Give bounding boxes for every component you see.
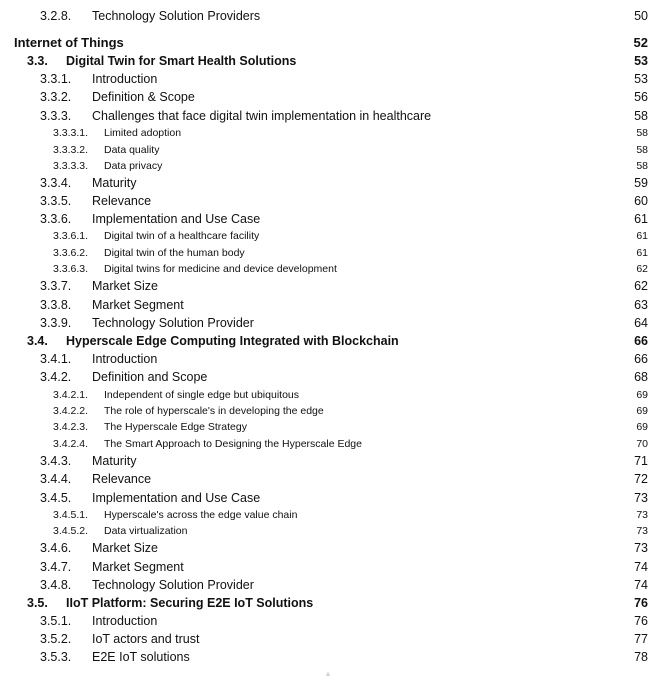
toc-page-number: 74 — [634, 578, 648, 592]
toc-title: Technology Solution Provider — [92, 578, 254, 592]
toc-row[interactable] — [0, 174, 662, 192]
toc-number: 3.3.5. — [40, 194, 72, 208]
toc-number: 3.4.7. — [40, 560, 72, 574]
toc-number: 3.3.6.2. — [53, 247, 89, 259]
toc-number: 3.5.2. — [40, 632, 72, 646]
toc-page-number: 73 — [636, 509, 648, 521]
toc-subsection-row[interactable] — [0, 418, 662, 436]
page-marker-icon: ▴ — [326, 669, 331, 678]
toc-page-number: 66 — [634, 352, 648, 366]
toc-title: Technology Solution Provider — [92, 316, 254, 330]
toc-page-number: 72 — [634, 472, 648, 486]
toc-number: 3.4.2.4. — [53, 438, 89, 450]
toc-title: Maturity — [92, 454, 137, 468]
toc-page-number: 64 — [634, 316, 648, 330]
toc-number: 3.4. — [27, 334, 48, 348]
toc-row[interactable] — [0, 489, 662, 507]
toc-subsection-row[interactable] — [0, 157, 662, 175]
toc-subsection-row[interactable] — [0, 227, 662, 245]
toc-part-row[interactable] — [0, 34, 662, 52]
toc-title: Hyperscale Edge Computing Integrated with Blockchain — [66, 334, 399, 348]
toc-title: Introduction — [92, 72, 158, 86]
toc-title: Digital twins for medicine and device development — [104, 263, 337, 275]
toc-number: 3.3.7. — [40, 279, 72, 293]
toc-title: Introduction — [92, 614, 158, 628]
toc-section-row[interactable] — [0, 332, 662, 350]
toc-page-number: 61 — [636, 230, 648, 242]
toc-page-number: 56 — [634, 90, 648, 104]
toc-page-number: 71 — [634, 454, 648, 468]
toc-page-number: 62 — [636, 263, 648, 275]
toc-number: 3.3.6.3. — [53, 263, 89, 275]
toc-subsection-row[interactable] — [0, 124, 662, 142]
toc-title: Implementation and Use Case — [92, 491, 261, 505]
toc-title: Market Segment — [92, 298, 184, 312]
toc-page-number: 50 — [634, 9, 648, 23]
toc-title: Market Size — [92, 279, 158, 293]
toc-row[interactable] — [0, 368, 662, 386]
toc-row[interactable] — [0, 576, 662, 594]
toc-title: Digital twin of the human body — [104, 247, 245, 259]
toc-number: 3.4.2. — [40, 370, 72, 384]
toc-number: 3.3.3. — [40, 109, 72, 123]
toc-title: Maturity — [92, 176, 137, 190]
toc-title: Data privacy — [104, 160, 163, 172]
toc-number: 3.4.4. — [40, 472, 72, 486]
toc-number: 3.3.6. — [40, 212, 72, 226]
toc-row[interactable] — [0, 70, 662, 88]
toc-number: 3.2.8. — [40, 9, 72, 23]
toc-page-number: 69 — [636, 405, 648, 417]
toc-page-number: 70 — [636, 438, 648, 450]
toc-row[interactable] — [0, 296, 662, 314]
toc-title: Implementation and Use Case — [92, 212, 261, 226]
toc-number: 3.4.2.2. — [53, 405, 89, 417]
toc-page-number: 73 — [634, 491, 648, 505]
toc-number: 3.3.3.2. — [53, 144, 89, 156]
toc-row[interactable] — [0, 350, 662, 368]
toc-number: 3.3.2. — [40, 90, 72, 104]
toc-page-number: 58 — [636, 127, 648, 139]
toc-title: Hyperscale's across the edge value chain — [104, 509, 298, 521]
toc-section-row[interactable] — [0, 594, 662, 612]
toc-title: E2E IoT solutions — [92, 650, 190, 664]
toc-title: Market Size — [92, 541, 158, 555]
toc-row[interactable] — [0, 314, 662, 332]
toc-subsection-row[interactable] — [0, 260, 662, 278]
toc-number: 3.5.1. — [40, 614, 72, 628]
toc-page-number: 68 — [634, 370, 648, 384]
toc-title: Digital twin of a healthcare facility — [104, 230, 260, 242]
toc-page-number: 73 — [636, 525, 648, 537]
toc-number: 3.4.2.3. — [53, 421, 89, 433]
toc-row[interactable] — [0, 648, 662, 666]
toc-page-number: 59 — [634, 176, 648, 190]
toc-title: Independent of single edge but ubiquitous — [104, 389, 299, 401]
toc-title: IIoT Platform: Securing E2E IoT Solutions — [66, 596, 314, 610]
toc-number: 3.4.8. — [40, 578, 72, 592]
toc-section-row[interactable] — [0, 52, 662, 70]
toc-page-number: 76 — [634, 614, 648, 628]
toc-number: 3.3. — [27, 54, 48, 68]
toc-row[interactable] — [0, 107, 662, 125]
toc-page-number: 63 — [634, 298, 648, 312]
toc-title: Digital Twin for Smart Health Solutions — [66, 54, 297, 68]
toc-title: Limited adoption — [104, 127, 182, 139]
toc-row[interactable] — [0, 470, 662, 488]
toc-number: 3.4.3. — [40, 454, 72, 468]
toc-subsection-row[interactable] — [0, 435, 662, 453]
toc-number: 3.3.9. — [40, 316, 72, 330]
toc-title: IoT actors and trust — [92, 632, 200, 646]
toc-title: The role of hyperscale's in developing the edge — [104, 405, 324, 417]
toc-row[interactable] — [0, 192, 662, 210]
toc-page-number: 58 — [636, 144, 648, 156]
toc-number: 3.3.4. — [40, 176, 72, 190]
toc-number: 3.4.5.2. — [53, 525, 89, 537]
toc-number: 3.3.6.1. — [53, 230, 89, 242]
toc-page-number: 58 — [634, 109, 648, 123]
toc-number: 3.3.1. — [40, 72, 72, 86]
toc-number: 3.4.6. — [40, 541, 72, 555]
toc-number: 3.3.3.1. — [53, 127, 89, 139]
toc-number: 3.4.1. — [40, 352, 72, 366]
toc-page-number: 77 — [634, 632, 648, 646]
toc-page-number: 76 — [634, 596, 648, 610]
toc-number: 3.5.3. — [40, 650, 72, 664]
toc-row[interactable] — [0, 210, 662, 228]
toc-page-number: 69 — [636, 389, 648, 401]
toc-page-number: 74 — [634, 560, 648, 574]
toc-title: Market Segment — [92, 560, 184, 574]
toc-page-number: 61 — [636, 247, 648, 259]
toc-number: 3.4.2.1. — [53, 389, 89, 401]
toc-page-number: 61 — [634, 212, 648, 226]
toc-page-number: 62 — [634, 279, 648, 293]
toc-number: 3.4.5. — [40, 491, 72, 505]
toc-number: 3.3.8. — [40, 298, 72, 312]
toc-title: Data quality — [104, 144, 160, 156]
toc-part-title: Internet of Things — [14, 35, 124, 50]
toc-page-number: 53 — [634, 54, 648, 68]
toc-page-number: 58 — [636, 160, 648, 172]
toc-page-number: 69 — [636, 421, 648, 433]
toc-title: Definition & Scope — [92, 90, 195, 104]
toc-number: 3.3.3.3. — [53, 160, 89, 172]
toc-row[interactable] — [0, 630, 662, 648]
toc-title: Introduction — [92, 352, 158, 366]
toc-title: The Hyperscale Edge Strategy — [104, 421, 247, 433]
toc-row[interactable] — [0, 88, 662, 106]
toc-number: 3.4.5.1. — [53, 509, 89, 521]
toc-row[interactable] — [0, 612, 662, 630]
toc-row[interactable] — [0, 558, 662, 576]
toc-number: 3.5. — [27, 596, 48, 610]
toc-title: Definition and Scope — [92, 370, 208, 384]
toc-title: Technology Solution Providers — [92, 9, 261, 23]
toc-row[interactable] — [0, 539, 662, 557]
toc-title: The Smart Approach to Designing the Hyperscale Edge — [104, 438, 362, 450]
toc-row[interactable] — [0, 452, 662, 470]
toc-title: Challenges that face digital twin implementation in healthcare — [92, 109, 432, 123]
toc-row[interactable] — [0, 7, 662, 25]
toc-page-number: 73 — [634, 541, 648, 555]
toc-title: Data virtualization — [104, 525, 188, 537]
toc-title: Relevance — [92, 194, 152, 208]
toc-page-number: 66 — [634, 334, 648, 348]
toc-subsection-row[interactable] — [0, 522, 662, 540]
toc-page-number: 52 — [633, 35, 648, 50]
toc-page-number: 78 — [634, 650, 648, 664]
toc-row[interactable] — [0, 277, 662, 295]
toc-title: Relevance — [92, 472, 152, 486]
toc-page-number: 60 — [634, 194, 648, 208]
toc-page-number: 53 — [634, 72, 648, 86]
